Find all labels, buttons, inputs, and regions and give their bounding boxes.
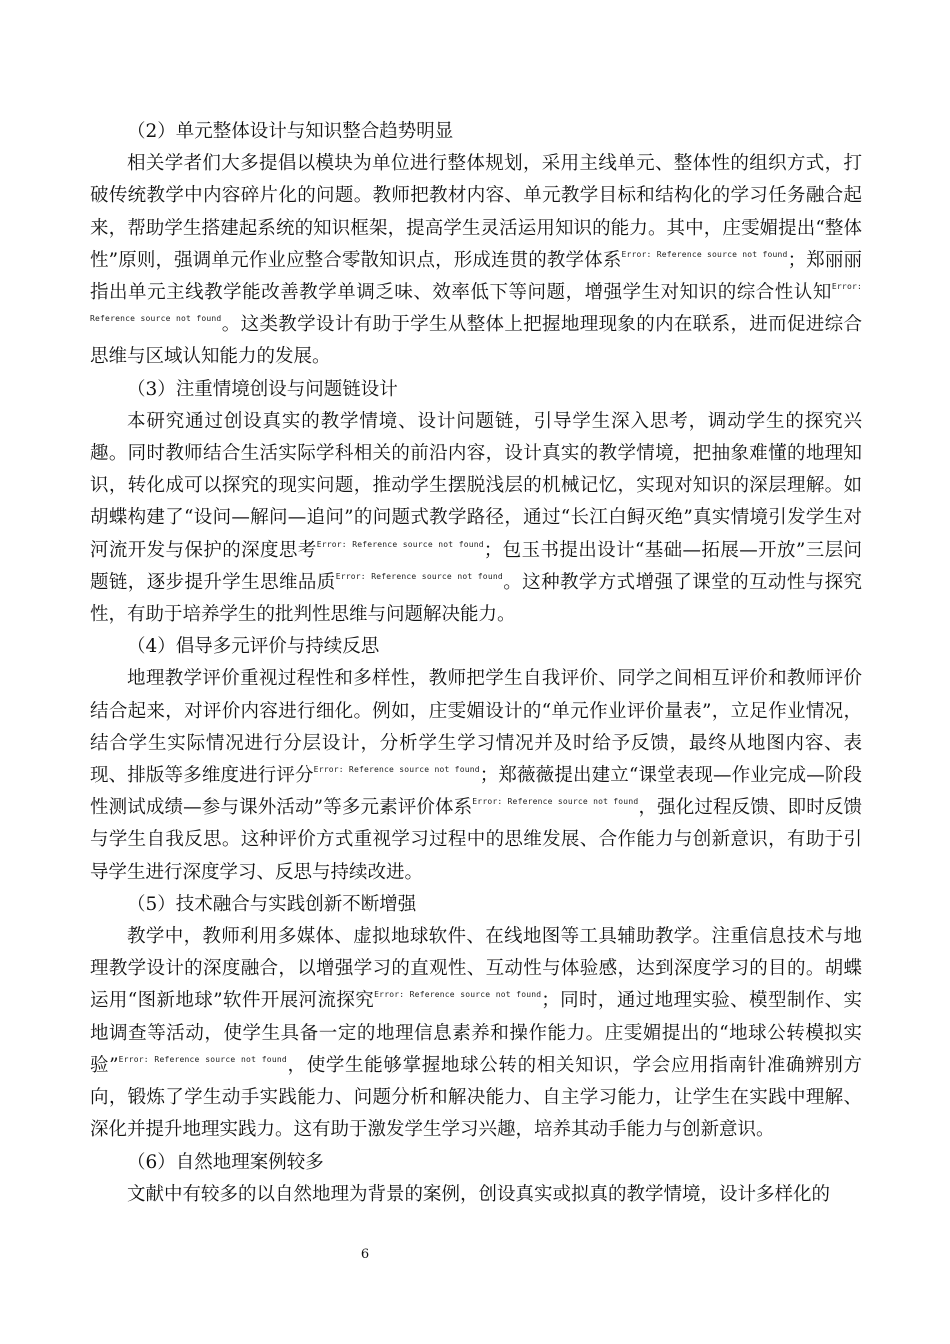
reference-error-marker: Error: Reference source not found xyxy=(472,797,639,807)
section-paragraph-5 xyxy=(90,921,862,1146)
section-paragraph-4 xyxy=(90,663,862,888)
text-run: 本研究通过创设真实的教学情境、设计问题链，引导学生深入思考，调动学生的探究兴趣。同时教师结合生活实际学科相关的前沿内容，设计真实的教学情境，把抽象难懂的地理知识，转化成可以探究的现实问题，推动学生摆脱浅层的机械记忆，实现对知识的深层理解。如胡蝶构建了“设问—解问—追问”的问题式教学路径，通过“长江白鲟灭绝”真实情境引发学生对河流开发与保护的深度思考 xyxy=(90,410,862,561)
section-heading-6: （6）自然地理案例较多 xyxy=(127,1151,324,1173)
text-run: ，强化过程反馈、即时反馈与学生自我反思。这种评价方式重视学习过程中的思维发展、合作能力与创新意识，有助于引导学生进行深度学习、反思与持续改进。 xyxy=(90,797,862,883)
reference-error-marker: Error: Reference source not found xyxy=(90,282,862,324)
text-run: ；郑薇薇提出建立“课堂表现—作业完成—阶段性测试成绩—参与课外活动”等多元素评价体系 xyxy=(90,765,862,819)
text-run: 。这种教学方式增强了课堂的互动性与探究性，有助于培养学生的批判性思维与问题解决能力。 xyxy=(90,571,862,626)
page-number: 6 xyxy=(360,1247,370,1262)
section-paragraph-2 xyxy=(90,148,862,373)
section-heading-4: （4）倡导多元评价与持续反思 xyxy=(127,636,380,658)
reference-error-marker: Error: Reference source not found xyxy=(118,1054,287,1064)
section-paragraph-6 xyxy=(90,1179,862,1211)
section-heading-3: （3）注重情境创设与问题链设计 xyxy=(127,378,398,400)
body-text xyxy=(90,116,862,1211)
text-run: 教学中，教师利用多媒体、虚拟地球软件、在线地图等工具辅助教学。注重信息技术与地理教学设计的深度融合，以增强学习的直观性、互动性与体验感，达到深度学习的目的。胡蝶运用“图新地球”软件开展河流探究 xyxy=(90,926,862,1012)
text-run: ；郑丽丽指出单元主线教学能改善教学单调乏味、效率低下等问题，增强学生对知识的综合性认知 xyxy=(90,249,862,304)
text-run: 地理教学评价重视过程性和多样性，教师把学生自我评价、同学之间相互评价和教师评价结合起来，对评价内容进行细化。例如，庄雯媚设计的“单元作业评价量表”，立足作业情况，结合学生实际情况进行分层设计，分析学生学习情况并及时给予反馈，最终从地图内容、表现、排版等多维度进行评分 xyxy=(90,668,862,787)
reference-error-marker: Error: Reference source not found xyxy=(316,539,484,549)
reference-error-marker: Error: Reference source not found xyxy=(374,990,542,1000)
reference-error-marker: Error: Reference source not found xyxy=(313,765,480,775)
section-heading-5: （5）技术融合与实践创新不断增强 xyxy=(127,893,417,915)
text-run: ，使学生能够掌握地球公转的相关知识，学会应用指南针准确辨别方向，锻炼了学生动手实践能力、问题分析和解决能力、自主学习能力，让学生在实践中理解、深化并提升地理实践力。这有助于激发学生学习兴趣，培养其动手能力与创新意识。 xyxy=(90,1054,862,1141)
reference-error-marker: Error: Reference source not found xyxy=(621,249,788,259)
text-run: ；包玉书提出设计“基础—拓展—开放”三层问题链，逐步提升学生思维品质 xyxy=(90,539,863,593)
text-run: 文献中有较多的以自然地理为背景的案例，创设真实或拟真的教学情境，设计多样化的 xyxy=(127,1183,831,1205)
text-run: 。这类教学设计有助于学生从整体上把握地理现象的内在联系，进而促进综合思维与区域认知能力的发展。 xyxy=(90,314,862,368)
text-run: ；同时，通过地理实验、模型制作、实地调查等活动，使学生具备一定的地理信息素养和操作能力。庄雯媚提出的“地球公转模拟实验” xyxy=(90,990,862,1076)
section-heading-2: （2）单元整体设计与知识整合趋势明显 xyxy=(127,121,454,142)
section-paragraph-3 xyxy=(90,406,862,631)
text-run: 相关学者们大多提倡以模块为单位进行整体规划，采用主线单元、整体性的组织方式，打破传统教学中内容碎片化的问题。教师把教材内容、单元教学目标和结构化的学习任务融合起来，帮助学生搭建起系统的知识框架，提高学生灵活运用知识的能力。其中，庄雯媚提出“整体性”原则，强调单元作业应整合零散知识点，形成连贯的教学体系 xyxy=(90,153,862,271)
reference-error-marker: Error: Reference source not found xyxy=(335,571,503,581)
